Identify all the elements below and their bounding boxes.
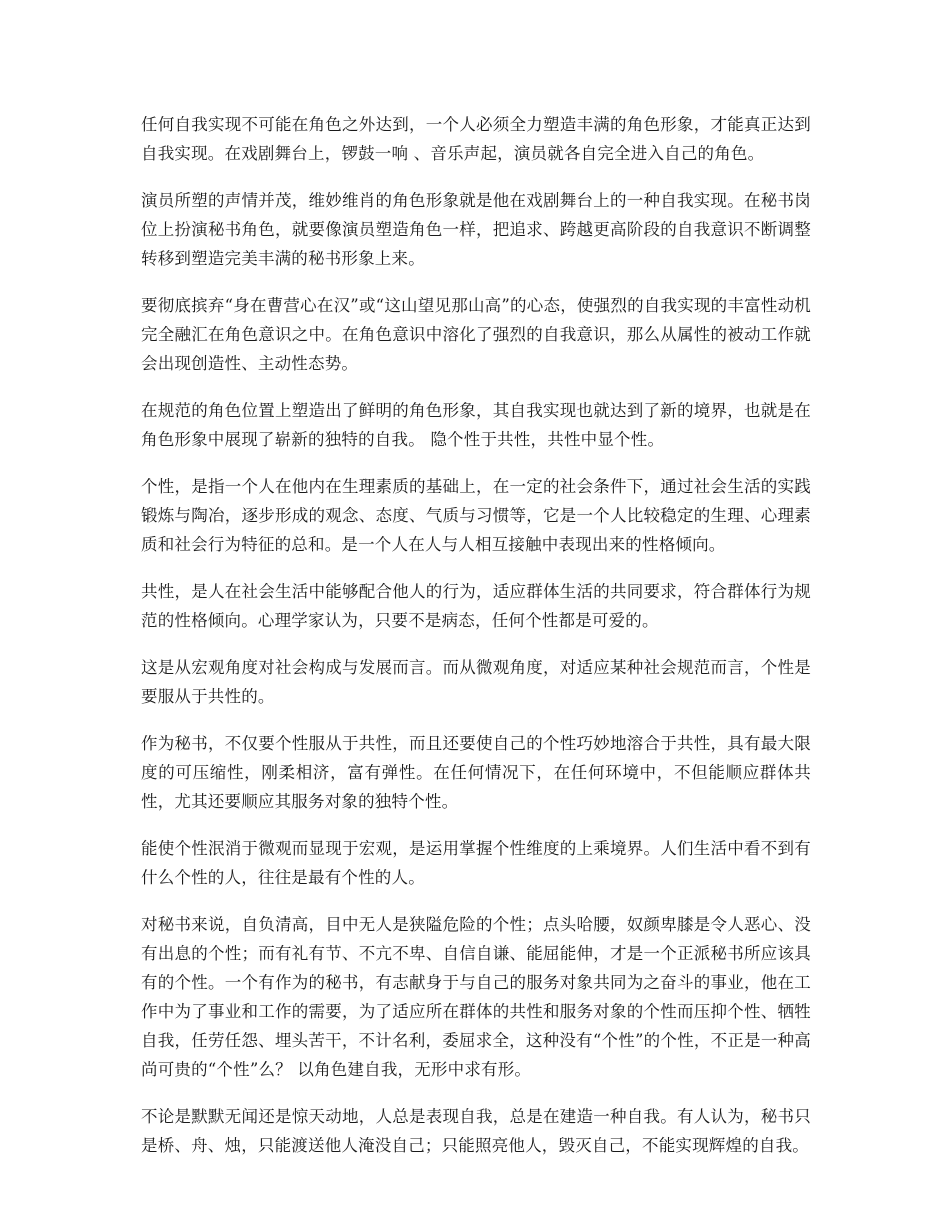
paragraph-1: 任何自我实现不可能在角色之外达到，一个人必须全力塑造丰满的角色形象，才能真正达到自我实现。在戏剧舞台上，锣鼓一响 、音乐声起，演员就各自完全进入自己的角色。	[141, 115, 811, 163]
paragraph-11: 不论是默默无闻还是惊天动地，人总是表现自我，总是在建造一种自我。有人认为，秘书只是桥、舟、烛，只能渡送他人淹没自己；只能照亮他人，毁灭自己，不能实现辉煌的自我。	[141, 1107, 811, 1155]
paragraph-5: 个性，是指一个人在他内在生理素质的基础上，在一定的社会条件下，通过社会生活的实践锻炼与陶冶，逐步形成的观念、态度、气质与习惯等，它是一个人比较稳定的生理、心理素质和社会行为特征的总和。是一个人在人与人相互接触中表现出来的性格倾向。	[141, 477, 811, 554]
paragraph-8: 作为秘书，不仅要个性服从于共性，而且还要使自己的个性巧妙地溶合于共性，具有最大限度的可压缩性，刚柔相济，富有弹性。在任何情况下，在任何环境中，不但能顺应群体共性，尤其还要顺应其服务对象的独特个性。	[141, 734, 811, 811]
paragraph-7: 这是从宏观角度对社会构成与发展而言。而从微观角度，对适应某种社会规范而言，个性是要服从于共性的。	[141, 658, 811, 706]
paragraph-3: 要彻底摈弃“身在曹营心在汉”或“这山望见那山高”的心态，使强烈的自我实现的丰富性动机完全融汇在角色意识之中。在角色意识中溶化了强烈的自我意识，那么从属性的被动工作就会出现创造性、主动性态势。	[141, 296, 811, 373]
paragraph-10: 对秘书来说，自负清高，目中无人是狭隘危险的个性；点头哈腰，奴颜卑膝是令人恶心、没有出息的个性；而有礼有节、不亢不卑、自信自谦、能屈能伸，才是一个正派秘书所应该具有的个性。一个有作为的秘书，有志献身于与自己的服务对象共同为之奋斗的事业，他在工作中为了事业和工作的需要，为了适应所在群体的共性和服务对象的个性而压抑个性、牺牲自我，任劳任怨、埋头苦干，不计名利，委屈求全，这种没有“个性”的个性，不正是一种高尚可贵的“个性”么？ 以角色建自我，无形中求有形。	[141, 915, 811, 1079]
document-body	[141, 110, 811, 1178]
paragraph-4: 在规范的角色位置上塑造出了鲜明的角色形象，其自我实现也就达到了新的境界，也就是在角色形象中展现了崭新的独特的自我。 隐个性于共性，共性中显个性。	[141, 401, 811, 449]
paragraph-6: 共性，是人在社会生活中能够配合他人的行为，适应群体生活的共同要求，符合群体行为规范的性格倾向。心理学家认为，只要不是病态，任何个性都是可爱的。	[141, 582, 811, 630]
paragraph-2: 演员所塑的声情并茂，维妙维肖的角色形象就是他在戏剧舞台上的一种自我实现。在秘书岗位上扮演秘书角色，就要像演员塑造角色一样，把追求、跨越更高阶段的自我意识不断调整转移到塑造完美丰满的秘书形象上来。	[141, 191, 811, 268]
paragraph-9: 能使个性泯消于微观而显现于宏观，是运用掌握个性维度的上乘境界。人们生活中看不到有什么个性的人，往往是最有个性的人。	[141, 839, 811, 887]
